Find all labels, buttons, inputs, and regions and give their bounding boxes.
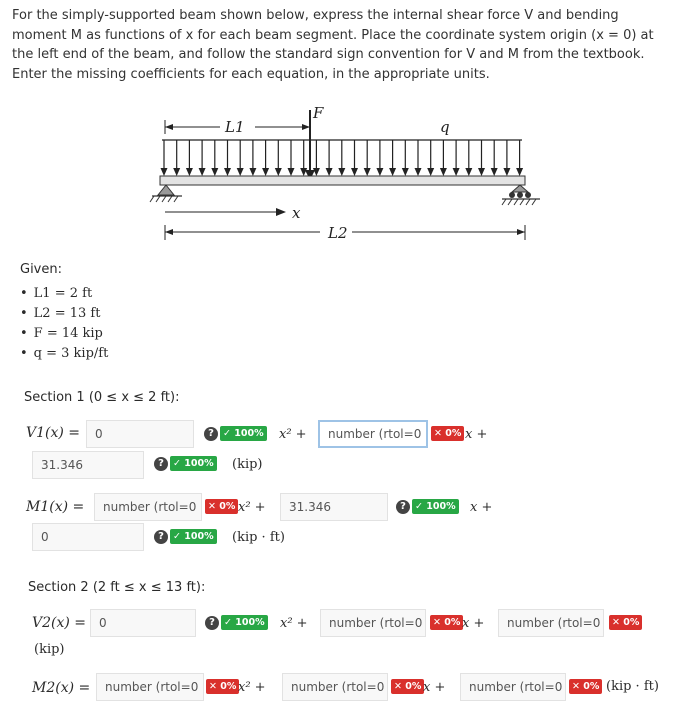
section1-title: Section 1 (0 ≤ x ≤ 2 ft): <box>24 390 180 405</box>
given-L1: • L1 = 2 ft <box>20 284 108 304</box>
given-F: • F = 14 kip <box>20 324 108 344</box>
label-F: F <box>313 104 324 122</box>
load-arrow-head <box>326 168 333 176</box>
given-title: Given: <box>20 262 62 277</box>
given-list <box>20 284 108 364</box>
V2-coef-c-input[interactable]: number (rtol=0 <box>498 609 604 637</box>
M1-coef-a-input[interactable]: number (rtol=0 <box>94 493 202 521</box>
M1-coef-b-input[interactable]: 31.346 <box>280 493 388 521</box>
load-arrow-head <box>453 168 460 176</box>
V2-coef-a-input[interactable]: 0 <box>90 609 196 637</box>
M2-x2-term: x² + <box>238 680 266 695</box>
label-q: q <box>440 118 450 136</box>
M1-coef-c-input[interactable]: 0 <box>32 523 144 551</box>
help-icon[interactable]: ? <box>204 427 218 441</box>
load-arrow-head <box>478 168 485 176</box>
help-icon[interactable]: ? <box>154 530 168 544</box>
load-arrow-head <box>275 168 282 176</box>
M1-x-term: x + <box>470 500 493 515</box>
load-arrow-head <box>173 168 180 176</box>
V1-label: V1(x) = <box>26 425 81 441</box>
load-arrow-head <box>503 168 510 176</box>
V2-b-status-badge: ✕ 0% <box>430 615 463 630</box>
M2-label: M2(x) = <box>32 680 91 696</box>
M1-a-status-badge: ✕ 0% <box>205 499 238 514</box>
V1-b-status-badge: ✕ 0% <box>431 426 464 441</box>
V2-c-status-badge: ✕ 0% <box>609 615 642 630</box>
load-arrow-head <box>262 168 269 176</box>
V2-x2-term: x² + <box>280 616 308 631</box>
given-L2: • L2 = 13 ft <box>20 304 108 324</box>
given-q: • q = 3 kip/ft <box>20 344 108 364</box>
V2-label: V2(x) = <box>32 615 87 631</box>
load-arrow-head <box>516 168 523 176</box>
help-icon[interactable]: ? <box>396 500 410 514</box>
V2-unit: (kip) <box>34 642 65 657</box>
load-arrow-head <box>402 168 409 176</box>
V1-coef-c-input[interactable]: 31.346 <box>32 451 144 479</box>
load-arrow-head <box>249 168 256 176</box>
V2-x-term: x + <box>462 616 485 631</box>
load-arrow-head <box>288 168 295 176</box>
V1-coef-b-input[interactable]: number (rtol=0 <box>318 420 428 448</box>
label-L1: L1 <box>225 118 245 136</box>
V1-x2-term: x² + <box>279 427 307 442</box>
load-arrow-head <box>415 168 422 176</box>
V2-coef-b-input[interactable]: number (rtol=0 <box>320 609 426 637</box>
load-arrow-head <box>211 168 218 176</box>
M2-coef-c-input[interactable]: number (rtol=0 <box>460 673 566 701</box>
load-arrow-head <box>465 168 472 176</box>
load-arrow-head <box>224 168 231 176</box>
load-arrow-head <box>491 168 498 176</box>
load-arrow-head <box>161 168 168 176</box>
load-arrow-head <box>389 168 396 176</box>
M2-coef-b-input[interactable]: number (rtol=0 <box>282 673 388 701</box>
M1-x2-term: x² + <box>238 500 266 515</box>
M1-label: M1(x) = <box>26 499 85 515</box>
M2-b-status-badge: ✕ 0% <box>391 679 424 694</box>
section2-title: Section 2 (2 ft ≤ x ≤ 13 ft): <box>28 580 206 595</box>
M1-unit: (kip · ft) <box>232 530 285 545</box>
load-arrow-head <box>199 168 206 176</box>
load-arrow-head <box>237 168 244 176</box>
load-arrow-head <box>427 168 434 176</box>
load-arrow-head <box>376 168 383 176</box>
load-arrow-head <box>364 168 371 176</box>
label-L2: L2 <box>328 224 348 242</box>
V1-unit: (kip) <box>232 457 263 472</box>
load-arrow-head <box>338 168 345 176</box>
M1-c-status-badge: ✓ 100% <box>170 529 217 544</box>
V1-coef-a-input[interactable]: 0 <box>86 420 194 448</box>
V1-a-status-badge: ✓ 100% <box>220 426 267 441</box>
help-icon[interactable]: ? <box>154 457 168 471</box>
load-arrow-head <box>351 168 358 176</box>
help-icon[interactable]: ? <box>205 616 219 630</box>
load-arrow-head <box>440 168 447 176</box>
label-x: x <box>292 204 301 222</box>
M2-a-status-badge: ✕ 0% <box>206 679 239 694</box>
M2-unit: (kip · ft) <box>606 679 659 694</box>
M1-b-status-badge: ✓ 100% <box>412 499 459 514</box>
V2-a-status-badge: ✓ 100% <box>221 615 268 630</box>
V1-c-status-badge: ✓ 100% <box>170 456 217 471</box>
beam-diagram <box>140 100 560 250</box>
M2-x-term: x + <box>423 680 446 695</box>
distributed-load-arrows <box>161 140 524 176</box>
problem-statement: For the simply-supported beam shown below, express the internal shear force V and bending moment M as functions of x for each beam segment. Place the coordinate system origin (x = 0) at the left end of the beam, and follow the standard sign convention for V and M from the textbook. Enter the missing coefficients for each equation, in the appropriate units. <box>12 8 654 82</box>
load-arrow-head <box>186 168 193 176</box>
M2-c-status-badge: ✕ 0% <box>569 679 602 694</box>
V1-x-term: x + <box>465 427 488 442</box>
M2-coef-a-input[interactable]: number (rtol=0 <box>96 673 204 701</box>
